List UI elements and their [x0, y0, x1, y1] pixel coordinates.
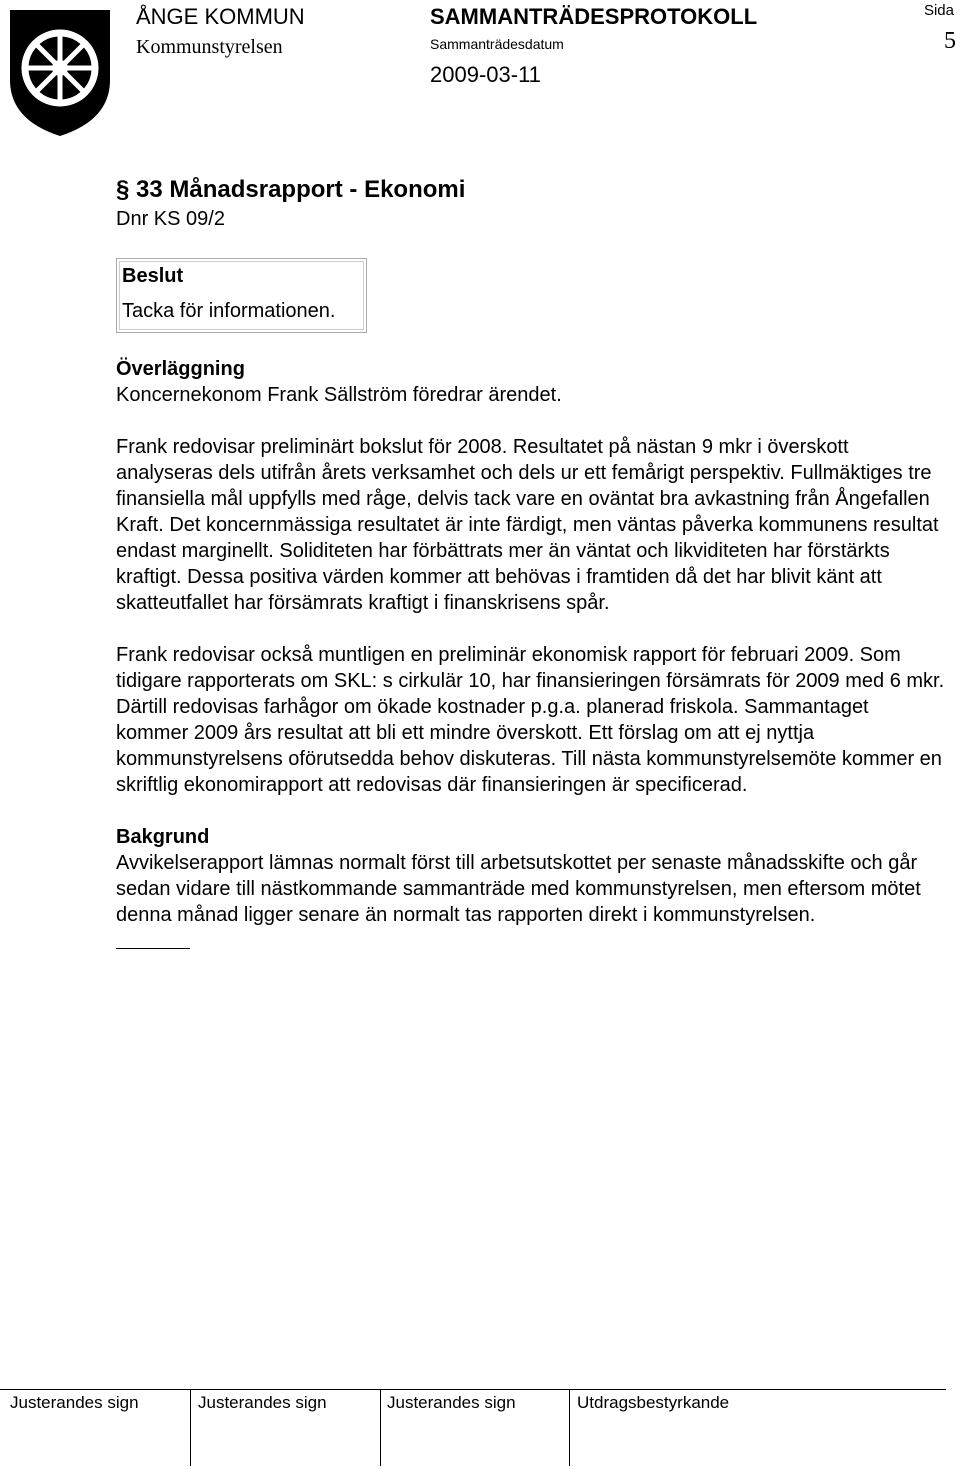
footer-sign-2: Justerandes sign — [198, 1393, 327, 1412]
footer-certification: Utdragsbestyrkande — [577, 1393, 730, 1412]
footer-cell-divider — [380, 1390, 381, 1466]
organization-name: ÅNGE KOMMUN — [136, 4, 305, 29]
background-text: Avvikelserapport lämnas normalt först till arbetsutskottet per senaste månadsskifte och går sedan vidare till nästkommande sammanträde med kommunstyrelsen, men eftersom mötet denna månad ligger senare än normalt tas rapporten direkt i kommunstyrelsen. — [116, 852, 921, 926]
body-content — [116, 356, 946, 949]
deliberation-heading: Överläggning — [116, 358, 245, 380]
document-type: SAMMANTRÄDESPROTOKOLL — [430, 4, 758, 29]
diary-number: Dnr KS 09/2 — [116, 208, 225, 230]
date-label: Sammanträdesdatum — [430, 36, 564, 52]
municipality-logo — [8, 8, 112, 138]
footer-cell-divider — [190, 1390, 191, 1466]
decision-box — [116, 258, 367, 333]
end-rule — [116, 928, 190, 949]
deliberation-paragraph-1: Frank redovisar preliminärt bokslut för 2008. Resultatet på nästan 9 mkr i överskott analyseras dels utifrån årets verksamhet och dels ur ett femårigt perspektiv. Fullmäktiges tre finansiella mål uppfylls med råge, delvis tack vare en oväntat bra avkastning från Ångefallen Kraft. Det koncernmässiga resultatet är inte färdigt, men väntas påverka kommunens resultat endast marginellt. Soliditeten har förbättrats mer än väntat och likviditeten har förstärkts kraftigt. Dessa positiva värden kommer att behövas i framtiden då det har blivit känt att skatteutfallet har försämrats kraftigt i finanskrisens spår. — [116, 436, 939, 614]
unit-name: Kommunstyrelsen — [136, 36, 283, 58]
footer-cell-divider — [569, 1390, 570, 1466]
footer-sign-3: Justerandes sign — [387, 1393, 516, 1412]
footer-sign-1: Justerandes sign — [10, 1393, 139, 1412]
page-number: 5 — [944, 28, 956, 54]
meeting-date: 2009-03-11 — [430, 62, 541, 87]
background-heading: Bakgrund — [116, 826, 210, 848]
deliberation-paragraph-2: Frank redovisar också muntligen en preliminär ekonomisk rapport för februari 2009. Som tidigare rapporterats om SKL: s cirkulär 10, har finansieringen försämrats för 2009 med 6 mkr. Därtill redovisas farhågor om ökade kostnader p.g.a. planerad friskola. Sammantaget kommer 2009 års resultat att bli ett mindre överskott. Ett förslag om att ej nyttja kommunstyrelsens oförutsedda behov diskuteras. Till nästa kommunstyrelsemöte kommer en skriftlig ekonomirapport att redovisas där finansieringen är specificerad. — [116, 644, 945, 796]
deliberation-intro: Koncernekonom Frank Sällström föredrar ärendet. — [116, 384, 562, 406]
page-label: Sida — [923, 2, 954, 19]
item-title: § 33 Månadsrapport - Ekonomi — [116, 176, 466, 203]
decision-text: Tacka för informationen. — [122, 300, 336, 322]
decision-label: Beslut — [122, 265, 184, 287]
footer-divider — [0, 1389, 946, 1390]
